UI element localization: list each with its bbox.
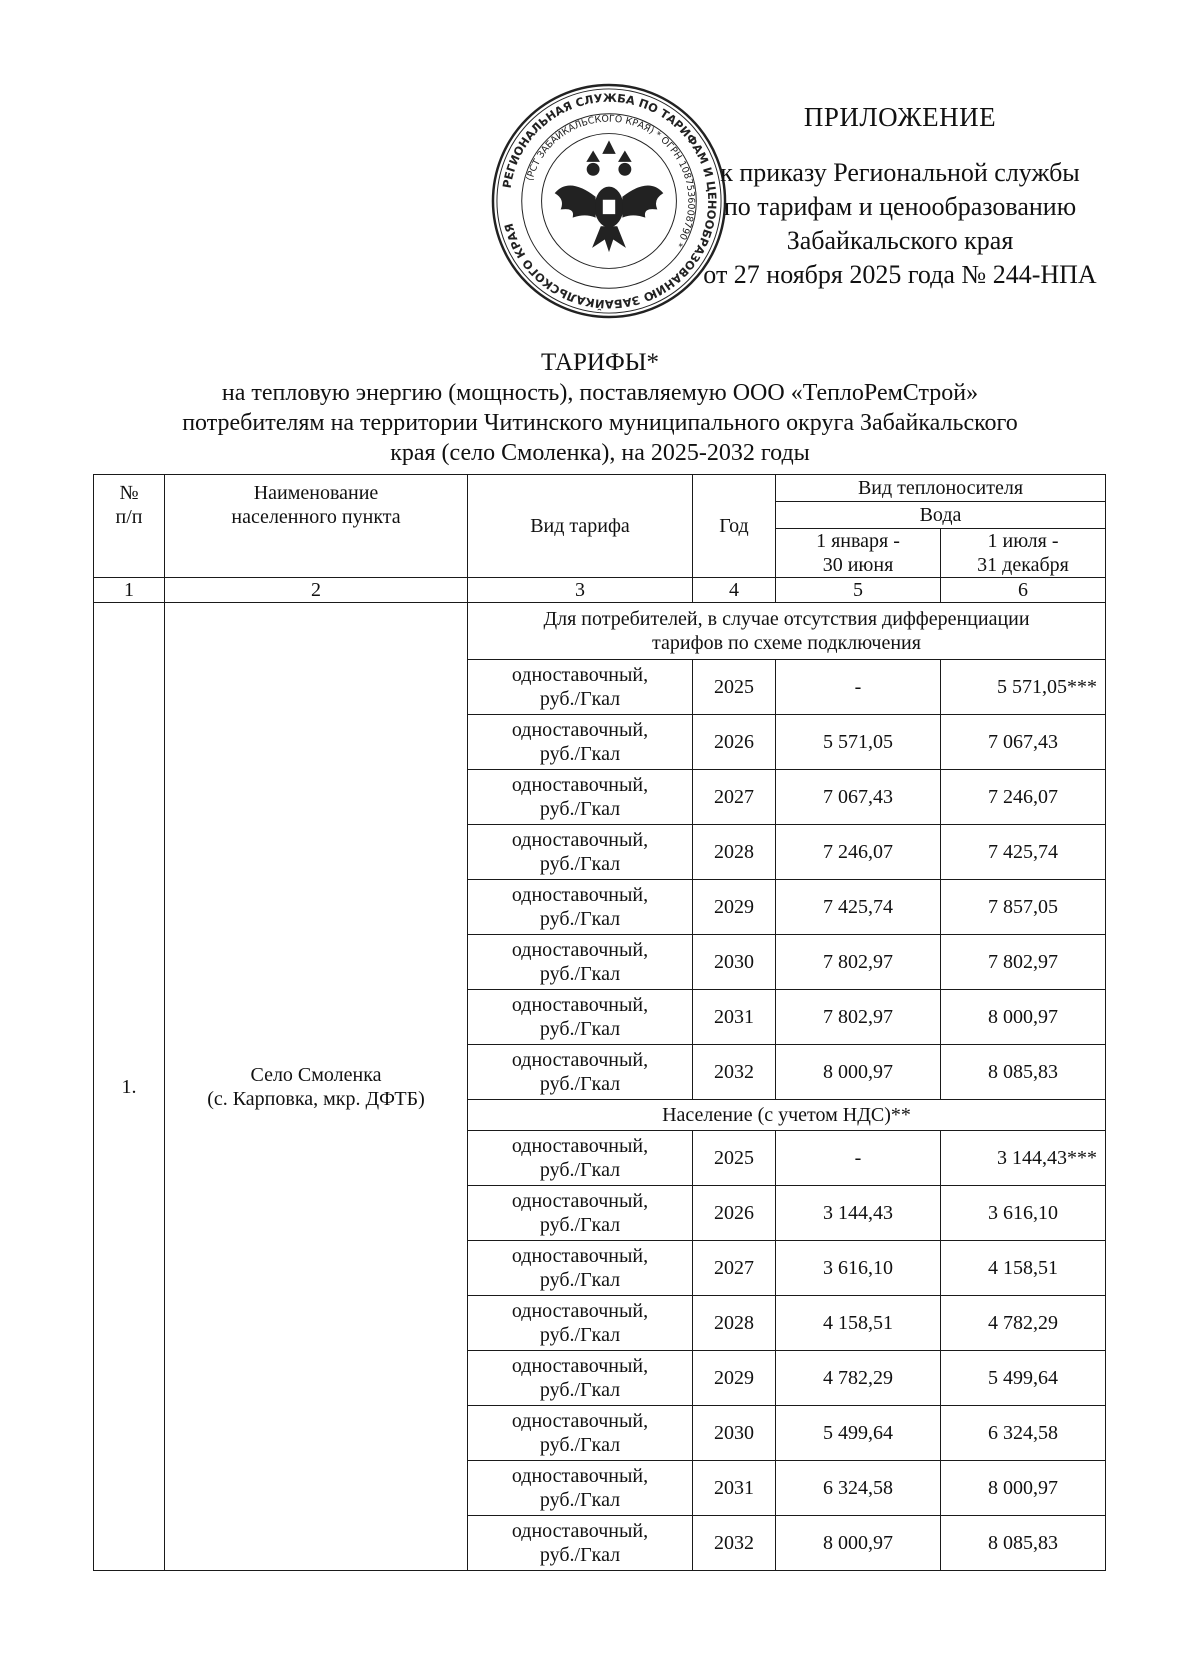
tariff-unit-line: руб./Гкал xyxy=(539,963,621,985)
year-cell: 2027 xyxy=(693,1241,776,1296)
column-numbers-row xyxy=(94,578,1106,603)
value-cell-period-2: 8 085,83 xyxy=(941,1045,1106,1100)
value-cell-period-2: 3 616,10 xyxy=(941,1186,1106,1241)
year-cell: 2030 xyxy=(693,1406,776,1461)
double-headed-eagle-icon xyxy=(555,142,662,251)
tariff-type-line: одноставочный, xyxy=(511,664,649,686)
section-row xyxy=(94,603,1106,660)
appendix-line: по тарифам и ценообразованию xyxy=(723,192,1077,221)
year-cell: 2026 xyxy=(693,715,776,770)
value-cell-period-1: 7 067,43 xyxy=(776,770,941,825)
header-period-line: 31 декабря xyxy=(977,554,1069,576)
settlement-line: Село Смоленка xyxy=(250,1063,382,1086)
tariffs-table xyxy=(93,474,1106,1571)
tariff-type-line: одноставочный, xyxy=(511,994,649,1016)
tariff-type-line: одноставочный, xyxy=(511,1520,649,1542)
value-cell-period-1: 3 616,10 xyxy=(776,1241,941,1296)
value-cell-period-2: 7 246,07 xyxy=(941,770,1106,825)
header-water: Вода xyxy=(776,502,1106,529)
row-number: 1. xyxy=(94,603,165,1571)
column-number: 1 xyxy=(94,578,165,603)
value-cell-period-2: 5 571,05*** xyxy=(941,660,1106,715)
header-period-line: 1 января - xyxy=(816,530,900,552)
tariff-type-line: одноставочный, xyxy=(511,1135,649,1157)
year-cell: 2032 xyxy=(693,1045,776,1100)
tariff-type-cell xyxy=(468,825,693,880)
tariff-type-cell xyxy=(468,1461,693,1516)
year-cell: 2029 xyxy=(693,1351,776,1406)
header-place xyxy=(165,475,468,578)
value-cell-period-2: 4 158,51 xyxy=(941,1241,1106,1296)
tariff-unit-line: руб./Гкал xyxy=(539,1489,621,1511)
appendix-line: от 27 ноября 2025 года № 244-НПА xyxy=(703,260,1097,289)
tariff-type-line: одноставочный, xyxy=(511,1245,649,1267)
appendix-block xyxy=(680,100,1120,292)
column-number: 2 xyxy=(165,578,468,603)
document-title xyxy=(90,348,1110,468)
tariff-type-line: одноставочный, xyxy=(511,884,649,906)
value-cell-period-2: 5 499,64 xyxy=(941,1351,1106,1406)
header-place-line: Наименование xyxy=(253,482,379,504)
seal-inner-text: (РСТ ЗАБАЙКАЛЬСКОГО КРАЯ) * ОГРН 1087536008790 * xyxy=(524,113,697,249)
value-cell-period-1: 3 144,43 xyxy=(776,1186,941,1241)
tariff-type-line: одноставочный, xyxy=(511,1190,649,1212)
tariff-type-cell xyxy=(468,1131,693,1186)
tariff-unit-line: руб./Гкал xyxy=(539,908,621,930)
tariff-type-line: одноставочный, xyxy=(511,774,649,796)
value-cell-period-1: 5 499,64 xyxy=(776,1406,941,1461)
header-period-line: 30 июня xyxy=(822,554,894,576)
value-cell-period-1: 8 000,97 xyxy=(776,1045,941,1100)
value-cell-period-1: 7 802,97 xyxy=(776,935,941,990)
tariff-type-line: одноставочный, xyxy=(511,1049,649,1071)
header-place-line: населенного пункта xyxy=(231,506,401,528)
value-cell-period-2: 7 425,74 xyxy=(941,825,1106,880)
value-cell-period-1: - xyxy=(776,1131,941,1186)
tariff-unit-line: руб./Гкал xyxy=(539,1544,621,1566)
tariff-type-cell xyxy=(468,1351,693,1406)
value-cell-period-2: 8 000,97 xyxy=(941,990,1106,1045)
value-cell-period-1: 5 571,05 xyxy=(776,715,941,770)
value-cell-period-2: 3 144,43*** xyxy=(941,1131,1106,1186)
value-cell-period-1: 8 000,97 xyxy=(776,1516,941,1571)
year-cell: 2028 xyxy=(693,825,776,880)
settlement-line: (с. Карповка, мкр. ДФТБ) xyxy=(207,1087,425,1110)
tariff-type-line: одноставочный, xyxy=(511,1300,649,1322)
tariff-type-line: одноставочный, xyxy=(511,1355,649,1377)
table-body xyxy=(94,475,1106,1571)
tariff-type-line: одноставочный, xyxy=(511,829,649,851)
header-period-2 xyxy=(941,529,1106,578)
header-num-line: № xyxy=(119,482,139,504)
tariff-unit-line: руб./Гкал xyxy=(539,1434,621,1456)
year-cell: 2027 xyxy=(693,770,776,825)
seal-outer-text: РЕГИОНАЛЬНАЯ СЛУЖБА ПО ТАРИФАМ И ЦЕНООБРАЗОВАНИЮ ЗАБАЙКАЛЬСКОГО КРАЯ xyxy=(499,90,720,312)
year-cell: 2029 xyxy=(693,880,776,935)
tariff-type-line: одноставочный, xyxy=(511,1410,649,1432)
tariff-unit-line: руб./Гкал xyxy=(539,853,621,875)
column-number: 5 xyxy=(776,578,941,603)
year-cell: 2032 xyxy=(693,1516,776,1571)
year-cell: 2031 xyxy=(693,1461,776,1516)
value-cell-period-1: - xyxy=(776,660,941,715)
header-num-line: п/п xyxy=(115,506,143,528)
year-cell: 2025 xyxy=(693,1131,776,1186)
header-year: Год xyxy=(693,475,776,578)
value-cell-period-1: 7 246,07 xyxy=(776,825,941,880)
year-cell: 2030 xyxy=(693,935,776,990)
tariff-unit-line: руб./Гкал xyxy=(539,1073,621,1095)
tariff-unit-line: руб./Гкал xyxy=(539,743,621,765)
tariff-type-line: одноставочный, xyxy=(511,1465,649,1487)
value-cell-period-1: 6 324,58 xyxy=(776,1461,941,1516)
tariff-type-cell xyxy=(468,1516,693,1571)
tariff-type-cell xyxy=(468,935,693,990)
section-title xyxy=(468,603,1106,660)
tariff-unit-line: руб./Гкал xyxy=(539,1159,621,1181)
tariff-unit-line: руб./Гкал xyxy=(539,688,621,710)
header-num xyxy=(94,475,165,578)
year-cell: 2028 xyxy=(693,1296,776,1351)
appendix-line: к приказу Региональной службы xyxy=(720,158,1080,187)
column-number: 3 xyxy=(468,578,693,603)
title-line: потребителям на территории Читинского муниципального округа Забайкальского xyxy=(182,410,1018,436)
tariff-type-cell xyxy=(468,1241,693,1296)
header-carrier: Вид теплоносителя xyxy=(776,475,1106,502)
column-number: 4 xyxy=(693,578,776,603)
value-cell-period-1: 7 802,97 xyxy=(776,990,941,1045)
title-line: края (село Смоленка), на 2025-2032 годы xyxy=(390,440,810,466)
tariff-unit-line: руб./Гкал xyxy=(539,1324,621,1346)
value-cell-period-1: 4 782,29 xyxy=(776,1351,941,1406)
tariff-unit-line: руб./Гкал xyxy=(539,798,621,820)
tariff-unit-line: руб./Гкал xyxy=(539,1269,621,1291)
column-number: 6 xyxy=(941,578,1106,603)
value-cell-period-2: 4 782,29 xyxy=(941,1296,1106,1351)
tariff-type-cell xyxy=(468,770,693,825)
value-cell-period-1: 7 425,74 xyxy=(776,880,941,935)
value-cell-period-1: 4 158,51 xyxy=(776,1296,941,1351)
header-period-line: 1 июля - xyxy=(987,530,1059,552)
title-line: на тепловую энергию (мощность), поставляемую ООО «ТеплоРемСтрой» xyxy=(221,380,979,406)
header-period-1 xyxy=(776,529,941,578)
value-cell-period-2: 7 857,05 xyxy=(941,880,1106,935)
tariff-type-cell xyxy=(468,1186,693,1241)
section-title: Население (с учетом НДС)** xyxy=(468,1100,1106,1131)
year-cell: 2031 xyxy=(693,990,776,1045)
section-title-line: тарифов по схеме подключения xyxy=(652,632,921,654)
appendix-heading: ПРИЛОЖЕНИЕ xyxy=(803,102,997,132)
header-tariff-type: Вид тарифа xyxy=(468,475,693,578)
header-row xyxy=(94,475,1106,502)
appendix-line: Забайкальского края xyxy=(786,226,1014,255)
section-title-line: Для потребителей, в случае отсутствия дифференциации xyxy=(543,608,1030,630)
year-cell: 2025 xyxy=(693,660,776,715)
tariff-type-cell xyxy=(468,715,693,770)
tariff-unit-line: руб./Гкал xyxy=(539,1018,621,1040)
value-cell-period-2: 7 802,97 xyxy=(941,935,1106,990)
tariff-type-line: одноставочный, xyxy=(511,939,649,961)
tariff-type-cell xyxy=(468,1045,693,1100)
tariff-type-cell xyxy=(468,1406,693,1461)
tariff-unit-line: руб./Гкал xyxy=(539,1214,621,1236)
year-cell: 2026 xyxy=(693,1186,776,1241)
title-main: ТАРИФЫ* xyxy=(540,349,660,376)
tariff-type-line: одноставочный, xyxy=(511,719,649,741)
tariff-type-cell xyxy=(468,1296,693,1351)
value-cell-period-2: 8 085,83 xyxy=(941,1516,1106,1571)
value-cell-period-2: 6 324,58 xyxy=(941,1406,1106,1461)
tariff-type-cell xyxy=(468,990,693,1045)
tariff-type-cell xyxy=(468,880,693,935)
value-cell-period-2: 8 000,97 xyxy=(941,1461,1106,1516)
tariff-unit-line: руб./Гкал xyxy=(539,1379,621,1401)
settlement-name xyxy=(165,603,468,1571)
value-cell-period-2: 7 067,43 xyxy=(941,715,1106,770)
tariff-type-cell xyxy=(468,660,693,715)
